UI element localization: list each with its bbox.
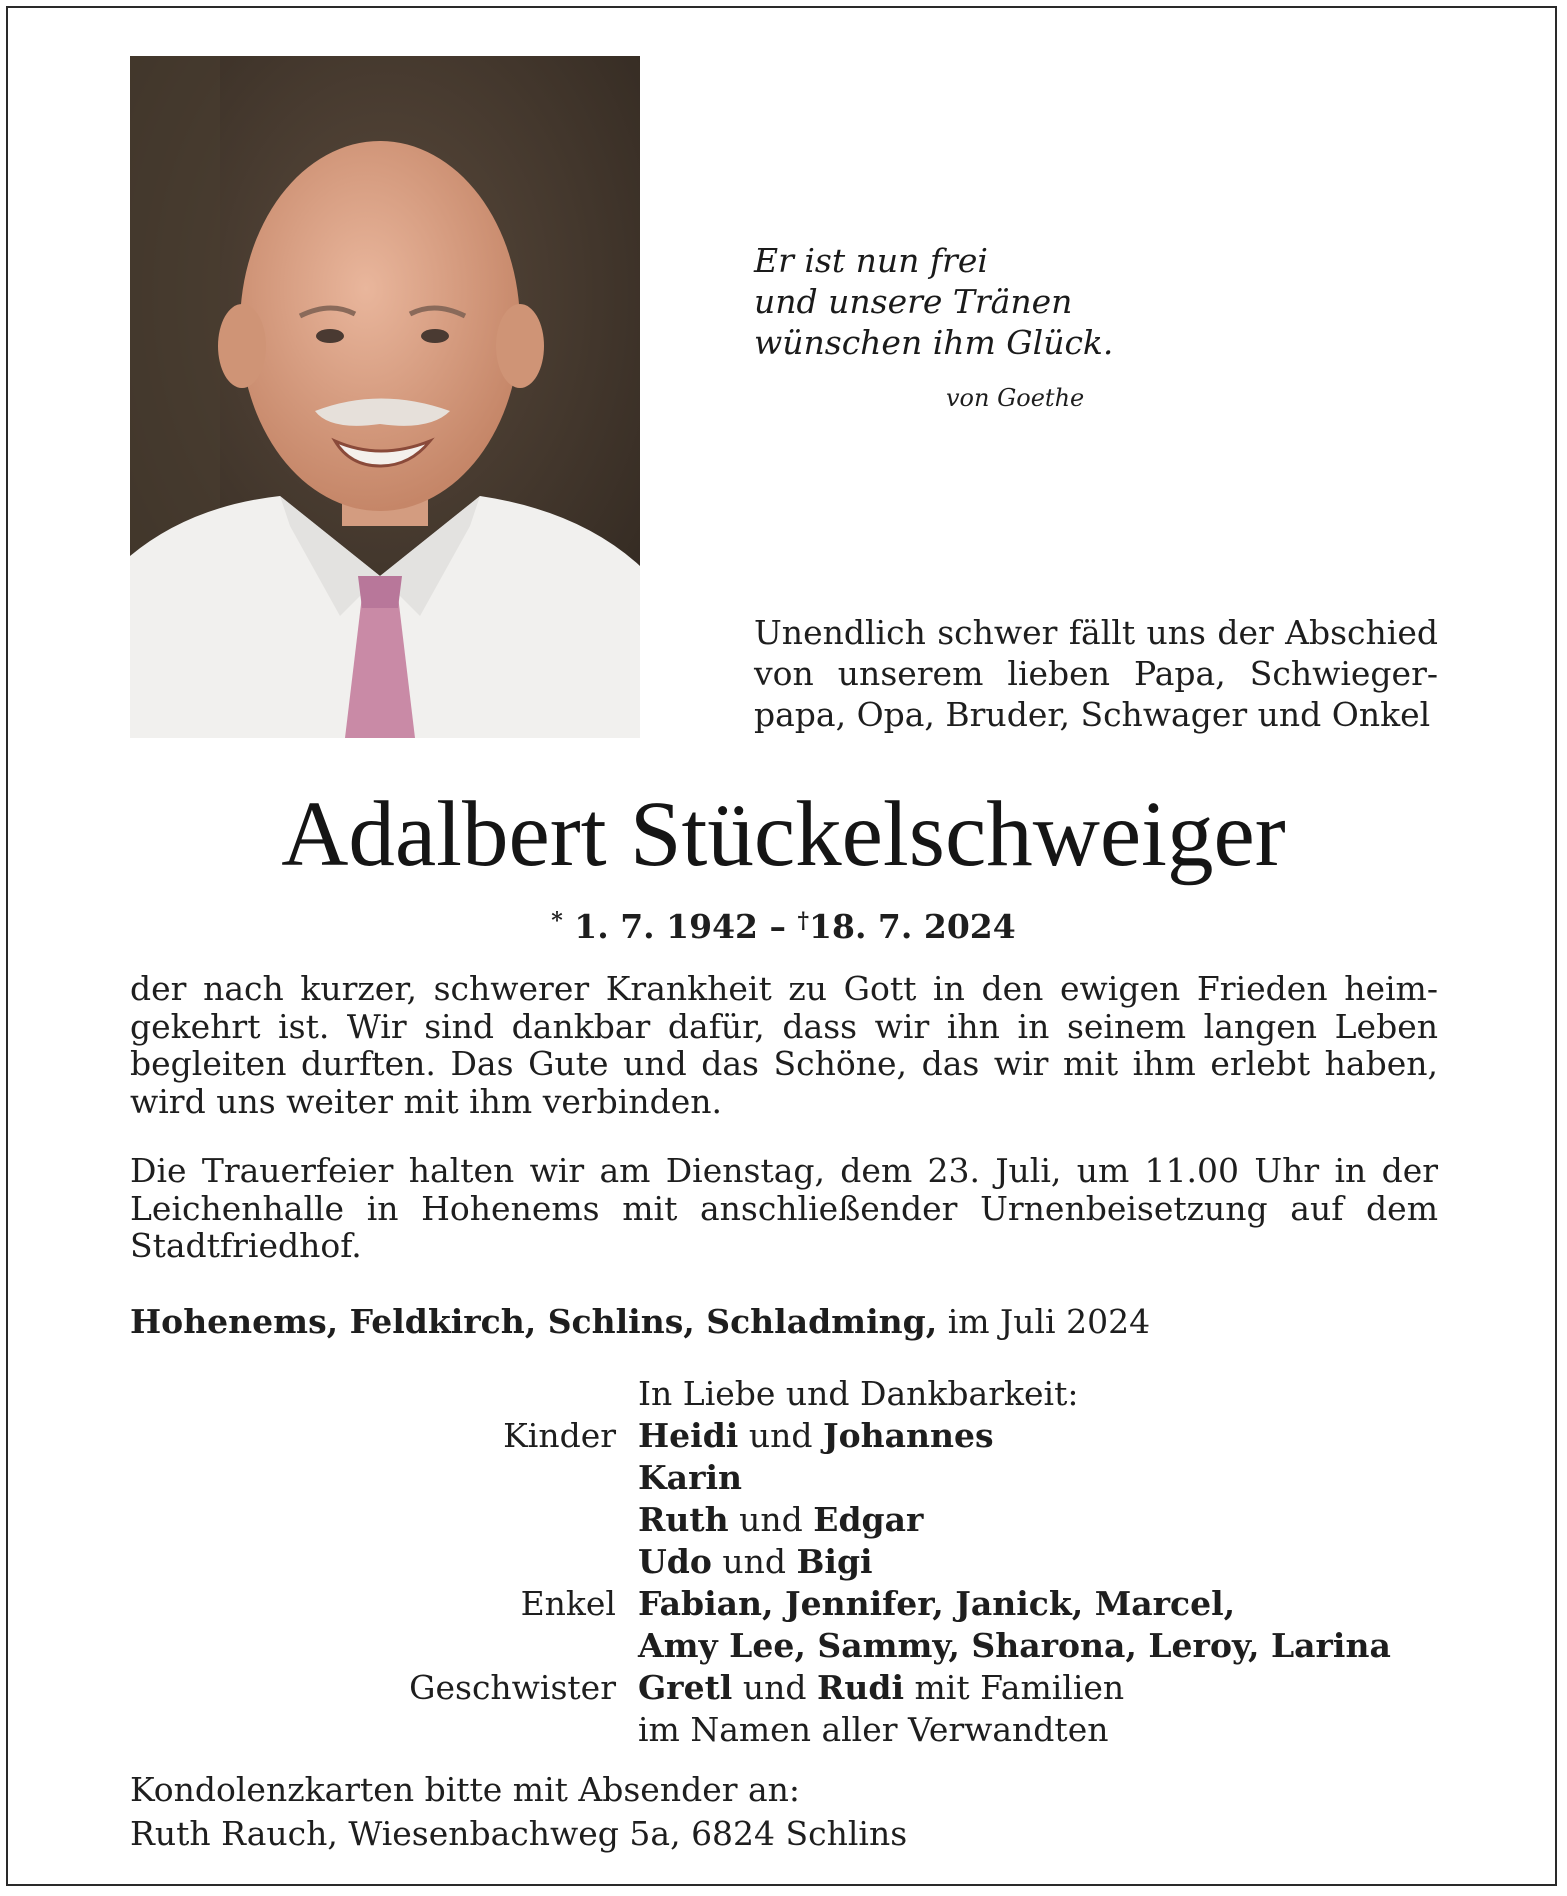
paragraph-funeral: Die Trauerfeier halten wir am Dienstag, dem 23. Juli, um 11.00 Uhr in der Leichenhalle in Hohenems mit anschließender Urnenbeisetzung auf dem Stadtfriedhof. — [130, 1151, 1438, 1265]
list-item: Fabian, Jennifer, Janick, Marcel, — [638, 1584, 1236, 1623]
kinder-label: Kinder — [503, 1416, 616, 1455]
portrait-photo — [130, 56, 640, 738]
list-item: Ruth und Edgar — [638, 1500, 924, 1539]
birth-date: 1. 7. 1942 — [574, 907, 759, 946]
quote-line: wünschen ihm Glück. — [754, 323, 1114, 362]
condolence-note: Kondolenzkarten bitte mit Absender an: — [130, 1770, 801, 1809]
places: Hohenems, Feldkirch, Schlins, Schladming, — [130, 1302, 938, 1341]
life-dates — [0, 900, 1567, 948]
month-year: im Juli 2024 — [947, 1302, 1151, 1341]
death-date: 18. 7. 2024 — [809, 907, 1016, 946]
death-symbol: † — [797, 908, 810, 934]
condolence-address — [130, 1768, 907, 1856]
closing-line: im Namen aller Verwandten — [638, 1710, 1109, 1749]
list-item: Gretl und Rudi mit Familien — [638, 1668, 1125, 1707]
intro-text: Unendlich schwer fällt uns der Abschied von unserem lieben Papa, Schwieger-papa, Opa, Bruder, Schwager und Onkel — [754, 613, 1438, 734]
list-item: Heidi und Johannes — [638, 1416, 994, 1455]
quote-line: und unsere Tränen — [754, 282, 1073, 321]
address: Ruth Rauch, Wiesenbachweg 5a, 6824 Schlins — [130, 1814, 908, 1853]
enkel-label: Enkel — [520, 1584, 616, 1623]
list-item: Udo und Bigi — [638, 1542, 873, 1581]
list-item: Amy Lee, Sammy, Sharona, Leroy, Larina — [638, 1626, 1391, 1665]
geschwister-label: Geschwister — [409, 1668, 616, 1707]
deceased-name: Adalbert Stückelschweiger — [281, 783, 1286, 886]
quote-source: von Goethe — [946, 384, 1085, 412]
mourners-list — [0, 1373, 1567, 1751]
birth-symbol: * — [551, 908, 563, 934]
goethe-quote — [754, 240, 1113, 363]
places-date-line — [130, 1302, 1150, 1342]
list-item: Karin — [638, 1458, 742, 1497]
date-separator: – — [769, 907, 787, 946]
quote-line: Er ist nun frei — [754, 241, 988, 280]
paragraph-farewell: der nach kurzer, schwerer Krankheit zu Gott in den ewigen Frieden heim-gekehrt ist. Wir sind dankbar dafür, dass wir ihn in seinem langen Leben begleiten durften. Das Gute und das Schöne, das wir mit ihm erlebt haben, wird uns weiter mit ihm verbinden. — [130, 969, 1438, 1121]
mourners-heading: In Liebe und Dankbarkeit: — [638, 1374, 1079, 1413]
